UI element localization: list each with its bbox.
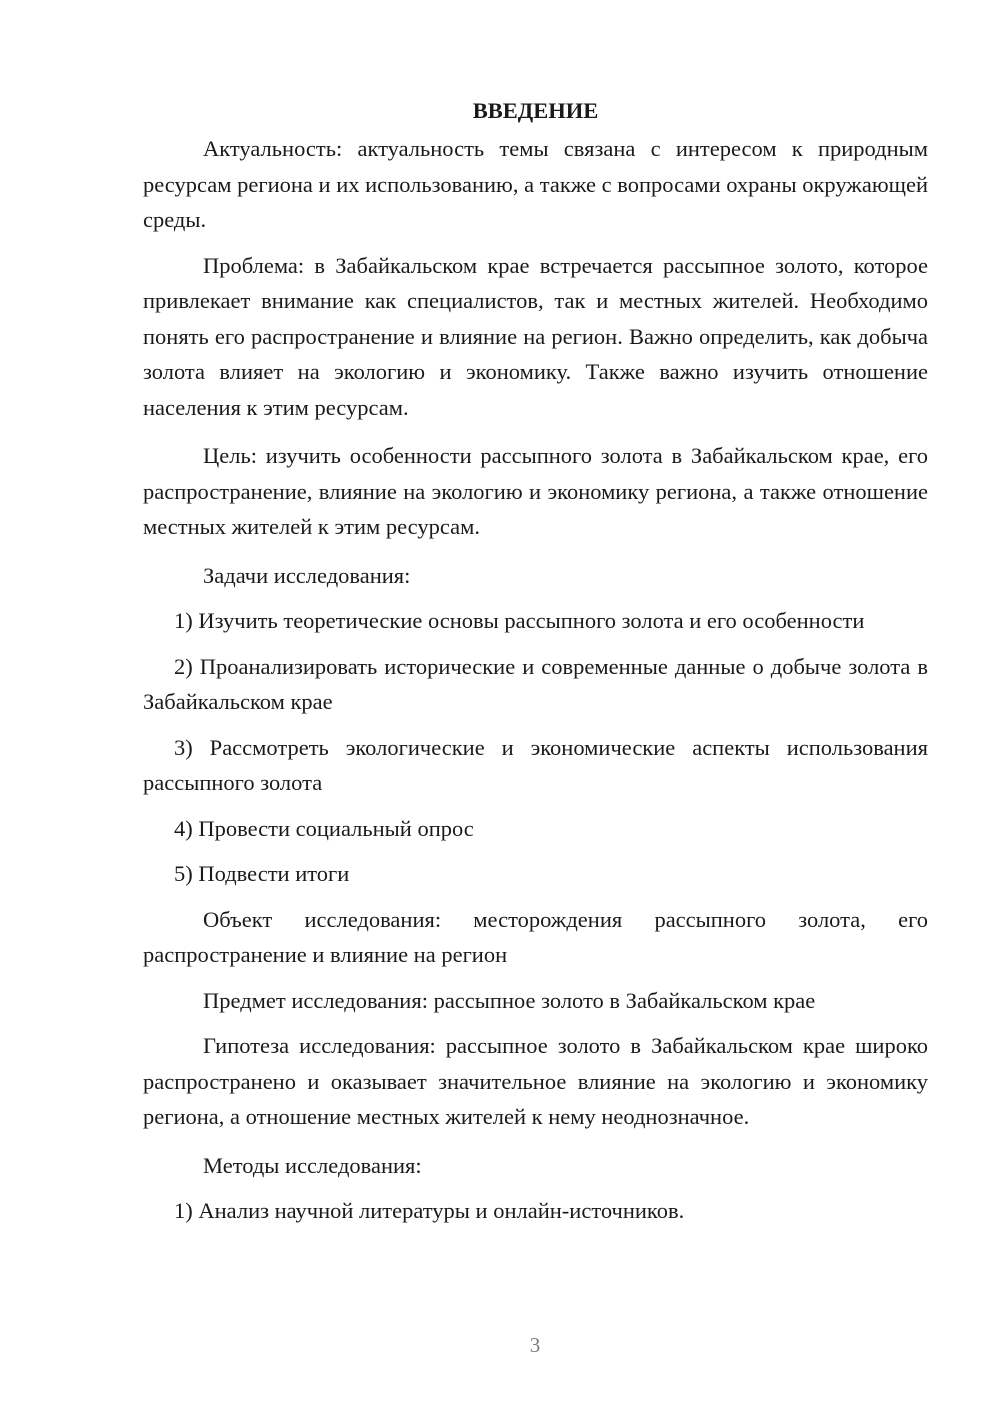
page-title: ВВЕДЕНИЕ bbox=[472, 98, 599, 123]
page-number: 3 bbox=[529, 1333, 541, 1357]
task-item-5: 5) Подвести итоги bbox=[174, 861, 350, 886]
object-paragraph: Объект исследования: месторождения рассыпного золота, его распространение и влияние на регион bbox=[143, 906, 928, 967]
problem-paragraph: Проблема: в Забайкальском крае встречается рассыпное золото, которое привлекает внимание как специалистов, так и местных жителей. Необходимо понять его распространение и влияние на регион. Важно определить, как добыча золота влияет на экологию и экономику. Также важно изучить отношение населения к этим ресурсам. bbox=[143, 252, 928, 420]
subject-paragraph: Предмет исследования: рассыпное золото в Забайкальском крае bbox=[203, 987, 816, 1013]
page-content bbox=[143, 95, 928, 1239]
goal-paragraph: Цель: изучить особенности рассыпного золота в Забайкальском крае, его распространение, влияние на экологию и экономику региона, а также отношение местных жителей к этим ресурсам. bbox=[143, 443, 928, 539]
task-item-4: 4) Провести социальный опрос bbox=[174, 815, 474, 841]
tasks-heading: Задачи исследования: bbox=[203, 562, 411, 588]
task-item-1: 1) Изучить теоретические основы рассыпного золота и его особенности bbox=[174, 608, 865, 633]
task-item-3: 3) Рассмотреть экологические и экономические аспекты использования рассыпного золота bbox=[143, 734, 928, 795]
hypothesis-paragraph: Гипотеза исследования: рассыпное золото в Забайкальском крае широко распространено и оказывает значительное влияние на экологию и экономику региона, а отношение местных жителей к нему неоднозначное. bbox=[143, 1033, 928, 1129]
methods-heading: Методы исследования: bbox=[203, 1152, 422, 1178]
method-item-1: 1) Анализ научной литературы и онлайн-источников. bbox=[174, 1198, 685, 1223]
task-item-2: 2) Проанализировать исторические и современные данные о добыче золота в Забайкальском крае bbox=[143, 653, 928, 714]
relevance-paragraph: Актуальность: актуальность темы связана с интересом к природным ресурсам региона и их использованию, а также с вопросами охраны окружающей среды. bbox=[143, 136, 928, 232]
